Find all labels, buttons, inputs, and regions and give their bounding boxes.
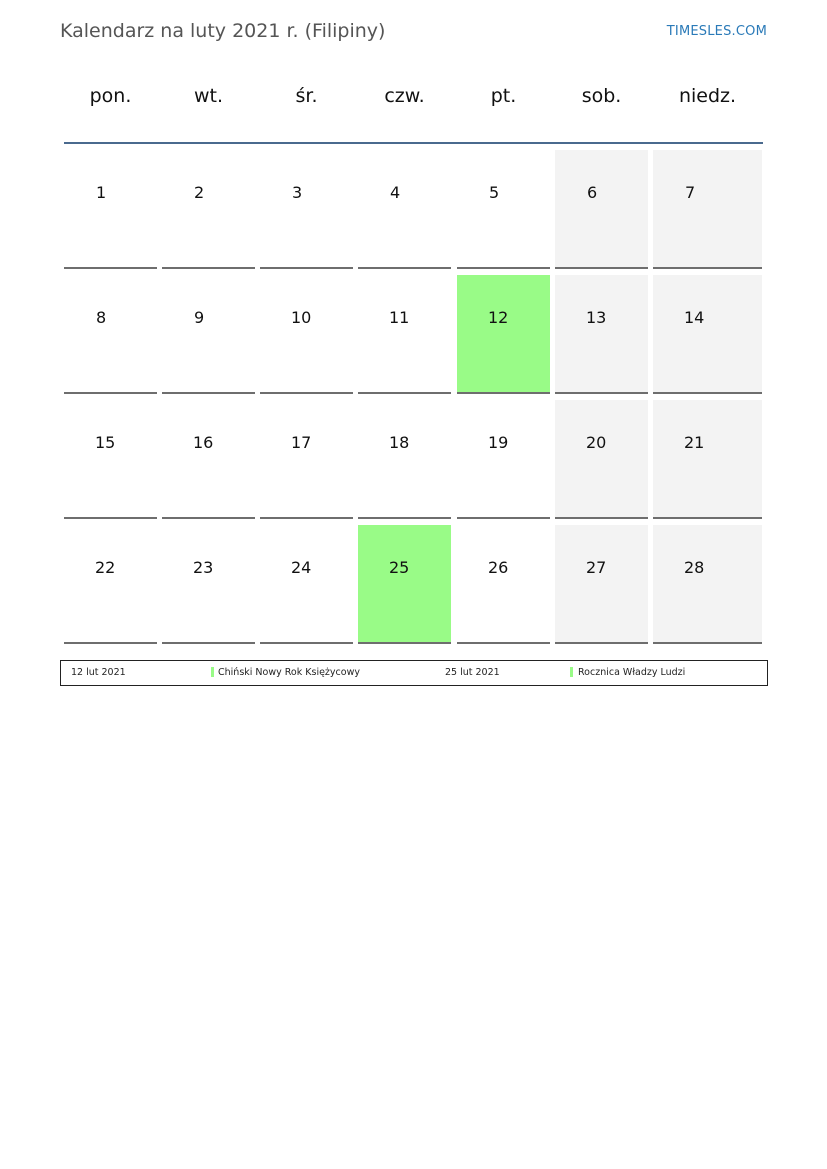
weekday-tue: wt. bbox=[193, 85, 224, 107]
day-number: 17 bbox=[291, 433, 312, 452]
day-cell[interactable] bbox=[555, 525, 648, 644]
weekday-wed: śr. bbox=[295, 85, 318, 107]
holiday-day-cell[interactable] bbox=[457, 275, 550, 394]
day-cell[interactable] bbox=[260, 525, 353, 644]
day-cell[interactable] bbox=[162, 275, 255, 394]
day-cell[interactable] bbox=[457, 150, 550, 269]
weekday-header-row bbox=[64, 85, 763, 125]
day-cell[interactable] bbox=[653, 150, 762, 269]
day-number: 4 bbox=[390, 183, 401, 202]
day-cell[interactable] bbox=[653, 400, 762, 519]
weekday-thu: czw. bbox=[384, 85, 425, 107]
day-cell[interactable] bbox=[555, 275, 648, 394]
day-cell[interactable] bbox=[162, 400, 255, 519]
day-number: 3 bbox=[292, 183, 303, 202]
day-cell[interactable] bbox=[64, 525, 157, 644]
day-number: 26 bbox=[488, 558, 509, 577]
day-number: 1 bbox=[96, 183, 107, 202]
day-number: 11 bbox=[389, 308, 410, 327]
day-cell[interactable] bbox=[64, 275, 157, 394]
day-number: 23 bbox=[193, 558, 214, 577]
page-title: Kalendarz na luty 2021 r. (Filipiny) bbox=[60, 20, 386, 42]
legend-holiday-name-2: Rocznica Władzy Ludzi bbox=[578, 667, 686, 678]
day-cell[interactable] bbox=[260, 150, 353, 269]
day-number: 28 bbox=[684, 558, 705, 577]
day-number: 21 bbox=[684, 433, 705, 452]
legend-date-1: 12 lut 2021 bbox=[71, 667, 126, 678]
legend-date-2: 25 lut 2021 bbox=[445, 667, 500, 678]
day-number: 20 bbox=[586, 433, 607, 452]
day-cell[interactable] bbox=[64, 400, 157, 519]
legend-color-marker-2 bbox=[570, 667, 573, 677]
day-number: 16 bbox=[193, 433, 214, 452]
legend-holiday-name-1: Chiński Nowy Rok Księżycowy bbox=[218, 667, 360, 678]
day-cell[interactable] bbox=[358, 275, 451, 394]
day-cell[interactable] bbox=[653, 525, 762, 644]
day-number: 10 bbox=[291, 308, 312, 327]
weekday-fri: pt. bbox=[490, 85, 517, 107]
weekday-sun: niedz. bbox=[678, 85, 737, 107]
holiday-legend bbox=[60, 660, 768, 686]
day-number: 18 bbox=[389, 433, 410, 452]
day-cell[interactable] bbox=[358, 150, 451, 269]
day-cell[interactable] bbox=[162, 525, 255, 644]
day-number: 25 bbox=[389, 558, 410, 577]
holiday-day-cell[interactable] bbox=[358, 525, 451, 644]
day-cell[interactable] bbox=[64, 150, 157, 269]
day-number: 5 bbox=[489, 183, 500, 202]
day-number: 8 bbox=[96, 308, 107, 327]
day-number: 14 bbox=[684, 308, 705, 327]
day-cell[interactable] bbox=[162, 150, 255, 269]
day-cell[interactable] bbox=[260, 275, 353, 394]
day-cell[interactable] bbox=[358, 400, 451, 519]
day-cell[interactable] bbox=[653, 275, 762, 394]
day-number: 6 bbox=[587, 183, 598, 202]
day-cell[interactable] bbox=[260, 400, 353, 519]
weekday-mon: pon. bbox=[89, 85, 132, 107]
day-number: 27 bbox=[586, 558, 607, 577]
day-number: 9 bbox=[194, 308, 205, 327]
legend-color-marker-1 bbox=[211, 667, 214, 677]
day-number: 13 bbox=[586, 308, 607, 327]
day-number: 19 bbox=[488, 433, 509, 452]
day-number: 15 bbox=[95, 433, 116, 452]
day-number: 2 bbox=[194, 183, 205, 202]
weekday-sat: sob. bbox=[581, 85, 622, 107]
day-cell[interactable] bbox=[457, 525, 550, 644]
day-cell[interactable] bbox=[457, 400, 550, 519]
day-cell[interactable] bbox=[555, 150, 648, 269]
header-divider bbox=[64, 142, 763, 144]
day-number: 24 bbox=[291, 558, 312, 577]
day-number: 22 bbox=[95, 558, 116, 577]
day-cell[interactable] bbox=[555, 400, 648, 519]
brand-link[interactable]: TIMESLES.COM bbox=[666, 24, 767, 39]
day-number: 12 bbox=[488, 308, 509, 327]
day-number: 7 bbox=[685, 183, 696, 202]
